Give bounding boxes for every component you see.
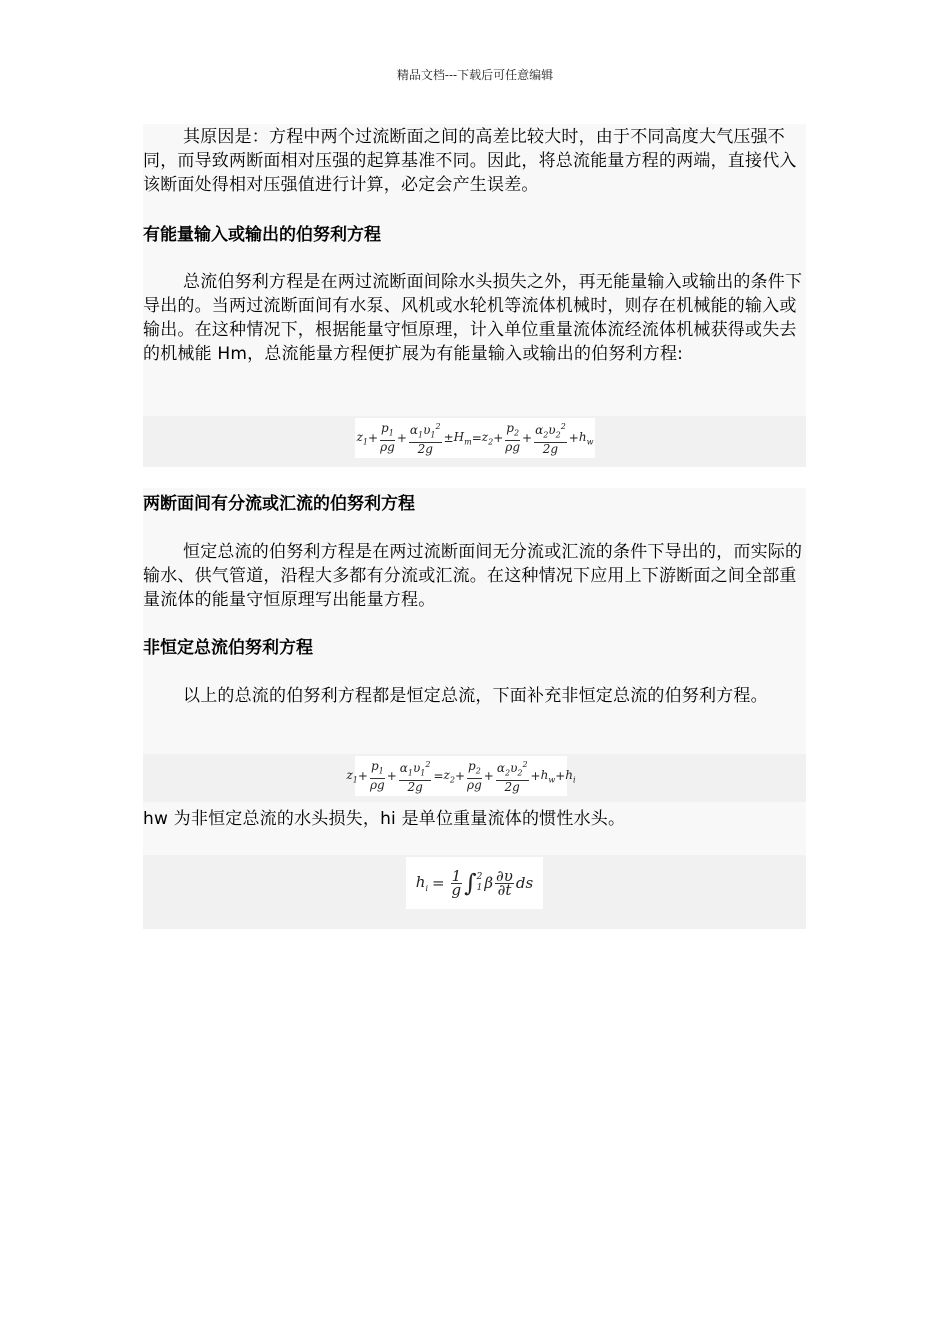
formula-energy-equation: $z_1$ + $\frac{p_1}{\rho g}$ + $\frac{\alpha_1\upsilon_1^2}{2g}$ ± $H_m$ = $z_2$ + $\frac{p_2}{\rho g}$ + $\frac{\alpha_2\upsilon_2^2}{2g}$ + $h_w$: [355, 418, 595, 458]
formula-unsteady-equation: $z_1$ + $\frac{p_1}{\rho g}$ + $\frac{\alpha_1\upsilon_1^2}{2g}$ = $z_2$ + $\frac{p_2}{\rho g}$ + $\frac{\alpha_2\upsilon_2^2}{2g}$ + $h_w$ + $h_i$: [355, 756, 567, 796]
note-head-loss: hw 为非恒定总流的水头损失，hi 是单位重量流体的惯性水头。: [143, 809, 626, 829]
intro-paragraph: 其原因是：方程中两个过流断面之间的高差比较大时，由于不同高度大气压强不同，而导致两断面相对压强的起算基准不同。因此，将总流能量方程的两端，直接代入该断面处得相对压强值进行计算，必定会产生误差。: [143, 127, 797, 195]
paragraph-unsteady-flow: 以上的总流的伯努利方程都是恒定总流，下面补充非恒定总流的伯努利方程。: [183, 686, 768, 706]
paragraph-branch-flow: 恒定总流的伯努利方程是在两过流断面间无分流或汇流的条件下导出的，而实际的输水、供气管道，沿程大多都有分流或汇流。在这种情况下应用上下游断面之间全部重量流体的能量守恒原理写出能量方程。: [143, 542, 803, 610]
paragraph-energy-io: 总流伯努利方程是在两过流断面间除水头损失之外，再无能量输入或输出的条件下导出的。当两过流断面间有水泵、风机或水轮机等流体机械时，则存在机械能的输入或输出。在这种情况下，根据能量守恒原理，计入单位重量流体流经流体机械获得或失去的机械能 Hm，总流能量方程便扩展为有能量输入或输出的伯努利方程:: [143, 272, 803, 364]
formula-inertia-head: $h_i$ = $\frac{1}{g}$ ∫ 2 1 β $\frac{\partial\upsilon}{\partial t}$ ds: [406, 857, 543, 909]
heading-energy-io: 有能量输入或输出的伯努利方程: [143, 225, 381, 245]
heading-unsteady-flow: 非恒定总流伯努利方程: [143, 638, 313, 658]
page-watermark: 精品文档---下载后可任意编辑: [396, 68, 554, 82]
heading-branch-flow: 两断面间有分流或汇流的伯努利方程: [143, 494, 415, 514]
